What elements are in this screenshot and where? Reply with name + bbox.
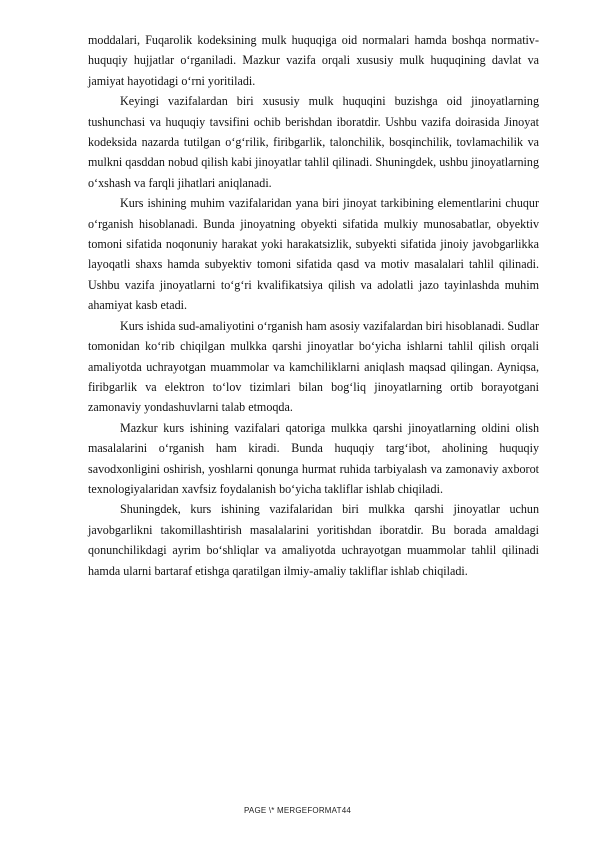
paragraph-crime-concepts: Keyingi vazifalardan biri xususiy mulk huquqini buzishga oid jinoyatlarning tushunchasi va huquqiy tavsifini ochib berishdan iboratdir. Ushbu vazifa doirasida Jinoyat kodeksida nazarda tutilgan oʻgʻrilik, firibgarlik, talonchilik, bosqinchilik, tovlamachilik va mulkni qasddan nobud qilish kabi jinoyatlar tahlil qilinadi. Shuningdek, ushbu jinoyatlarning oʻxshash va farqli jihatlari aniqlanadi. [88,94,539,190]
paragraph-court-practice: Kurs ishida sud-amaliyotini oʻrganish ham asosiy vazifalardan biri hisoblanadi. Sudlar tomonidan koʻrib chiqilgan mulkka qarshi jinoyatlar boʻyicha ishlarni tahlil qilish orqali amaliyotda uchrayotgan muammolar va kamchiliklarni aniqlash maqsad qilingan. Ayniqsa, firibgarlik va elektron toʻlov tizimlari bilan bogʻliq jinoyatlarning ortib borayotgani zamonaviy yondashuvlarni talab etmoqda. [88,318,539,415]
body-text [88,30,539,581]
paragraph-crime-elements: Kurs ishining muhim vazifalaridan yana biri jinoyat tarkibining elementlarini chuqur oʻrganish hisoblanadi. Bunda jinoyatning obyekti sifatida mulkiy munosabatlar, obyektiv tomoni sifatida noqonuniy harakat yoki harakatsizlik, subyekti sifatida jinoiy javobgarlikka layoqatli shaxs hamda subyektiv tomoni sifatida qasd va motiv masalalari tahlil qilinadi. Ushbu vazifa jinoyatlarni toʻgʻri kvalifikatsiya qilish va adolatli jazo tayinlashda muhim ahamiyat kasb etadi. [88,196,539,313]
paragraph-continuation: moddalari, Fuqarolik kodeksining mulk huquqiga oid normalari hamda boshqa normativ-huquqiy hujjatlar oʻrganiladi. Mazkur vazifa orqali xususiy mulk huquqining davlat va jamiyat hayotidagi oʻrni yoritiladi. [88,33,539,88]
page-footer-field: PAGE \* MERGEFORMAT44 [243,806,352,815]
paragraph-prevention: Mazkur kurs ishining vazifalari qatoriga mulkka qarshi jinoyatlarning oldini olish masalalarini oʻrganish ham kiradi. Bunda huquqiy targʻibot, aholining huquqiy savodxonligini oshirish, yoshlarni qonunga hurmat ruhida tarbiyalash va zamonaviy axborot texnologiyalaridan xavfsiz foydalanish boʻyicha takliflar ishlab chiqiladi. [88,420,539,496]
paragraph-liability: Shuningdek, kurs ishining vazifalaridan biri mulkka qarshi jinoyatlar uchun javobgarlikni takomillashtirish masalalarini yoritishdan iboratdir. Bu borada amaldagi qonunchilikdagi ayrim boʻshliqlar va amaliyotda uchrayotgan muammolar tahlil qilinadi hamda ularni bartaraf etishga qaratilgan ilmiy-amaliy takliflar ishlab chiqiladi. [88,502,539,578]
